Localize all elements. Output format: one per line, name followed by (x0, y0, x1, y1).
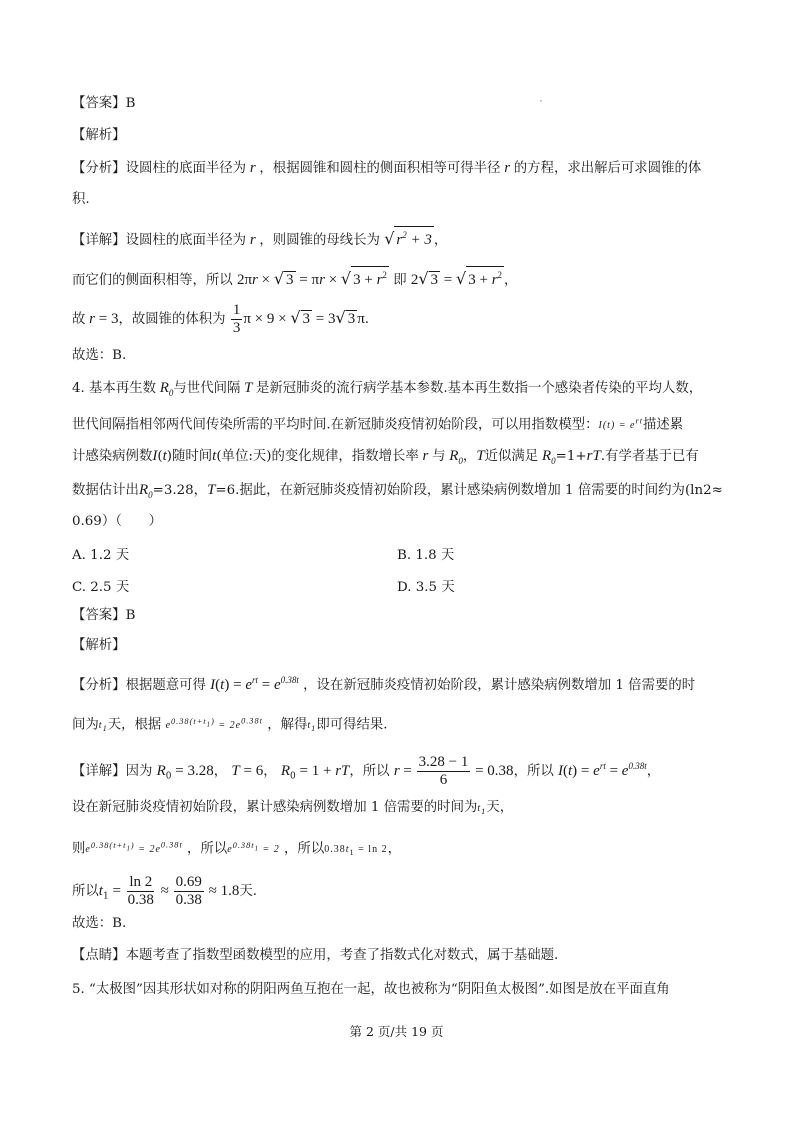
q4-stem-line-5: 0.69）（ ） (72, 514, 163, 529)
q3-fenxi-line: 【分析】设圆柱的底面半径为 r ，根据圆锥和圆柱的侧面积相等可得半径 r 的方程，求出解后可求圆锥的体 (72, 160, 702, 176)
q3-side-area-line: 而它们的侧面积相等，所以 2πr × √ 3 = πr × √ $3 + r^2$ 即 2√ 3 = √ $3 + r^2$ ， (72, 266, 517, 291)
q4-analysis-title: 【解析】 (72, 638, 126, 653)
q4-stem-line-4: 数据估计出$R_0=3.28$，T=6.据此，在新冠肺炎疫情初始阶段，累计感染病例数增加 1 倍需要的时间约为(ln2≈ (72, 482, 723, 500)
q5-stem-line: 5. “太极图”因其形状如对称的阴阳两鱼互抱在一起，故也被称为“阴阳鱼太极图”.如图是放在平面直角 (72, 982, 670, 997)
q4-xiangjie-line-4: 所以$t_1$ = $\frac{\ln 2}{0.38}$ ≈ $\frac{0.69}{0.38}$ ≈ 1.8天. (72, 874, 258, 908)
q4-answer-line: 【答案】B (72, 608, 136, 623)
q4-stem-line-3: 计感染病例数I(t)随时间t(单位:天)的变化规律，指数增长率 r 与 $R_0$，T近似满足 $R_0=1+rT$.有学者基于已有 (72, 448, 699, 466)
q4-choose: 故选：B. (72, 916, 127, 931)
q4-xiangjie-line-3: 则$e^{0.38(t+t_1)} = 2e^{0.38t}$ ，所以$e^{0.38t_1} = 2$ ，所以$0.38t_1 = \ln 2$， (72, 841, 401, 858)
q4-fenxi-line-2: 间为$t_1$天，根据 $e^{0.38(t+t_1)} = 2e^{0.38t}$ ，解得$t_1$即可得结果. (72, 717, 388, 734)
q4-xiangjie-line-1: 【详解】因为 $R_0 = 3.28$， T = 6， $R_0 = 1$ + rT，所以 r = $\frac{3.28 - 1}{6}$ = 0.38，所以 $I(t) = e^{rt} = e^{0.38t}$， (72, 754, 661, 788)
q4-option-b: B. 1.8 天 (397, 548, 455, 563)
scan-speck (540, 100, 542, 102)
q4-fenxi-line-1: 【分析】根据题意可得 $I(t) = e^{rt} = e^{0.38t}$ ，设在新冠肺炎疫情初始阶段，累计感染病例数增加 1 倍需要的时 (72, 675, 696, 693)
q4-option-d: D. 3.5 天 (397, 580, 455, 595)
q3-fenxi-line-2: 积. (72, 192, 90, 207)
q4-xiangjie-line-2: 设在新冠肺炎疫情初始阶段，累计感染病例数增加 1 倍需要的时间为$t_1$天， (72, 800, 514, 816)
q3-xiangjie-line: 【详解】设圆柱的底面半径为 r ，则圆锥的母线长为 √ $r^2 + 3$ ， (72, 226, 447, 251)
q4-stem-line-1: 4. 基本再生数 $R_0$与世代间隔 T 是新冠肺炎的流行病学基本参数.基本再生数指一个感染者传染的平均人数， (72, 380, 703, 398)
q3-answer-line: 【答案】B (72, 96, 136, 111)
q3-choose: 故选：B. (72, 348, 127, 363)
q4-stem-line-2: 世代间隔指相邻两代间传染所需的平均时间.在新冠肺炎疫情初始阶段，可以用指数模型：$I(t) = e^{rt}$描述累 (72, 417, 684, 433)
q4-option-a: A. 1.2 天 (72, 548, 130, 563)
q4-dianjing-line: 【点睛】本题考查了指数型函数模型的应用，考查了指数式化对数式，属于基础题. (72, 948, 559, 963)
q3-volume-line: 故 r = 3，故圆锥的体积为 $\frac{1}{3}$ π × 9 × √ 3 = 3√ 3 π. (72, 302, 370, 336)
q3-analysis-title: 【解析】 (72, 128, 126, 143)
page-footer: 第 2 页/共 19 页 (349, 1024, 444, 1039)
q4-option-c: C. 2.5 天 (72, 580, 130, 595)
